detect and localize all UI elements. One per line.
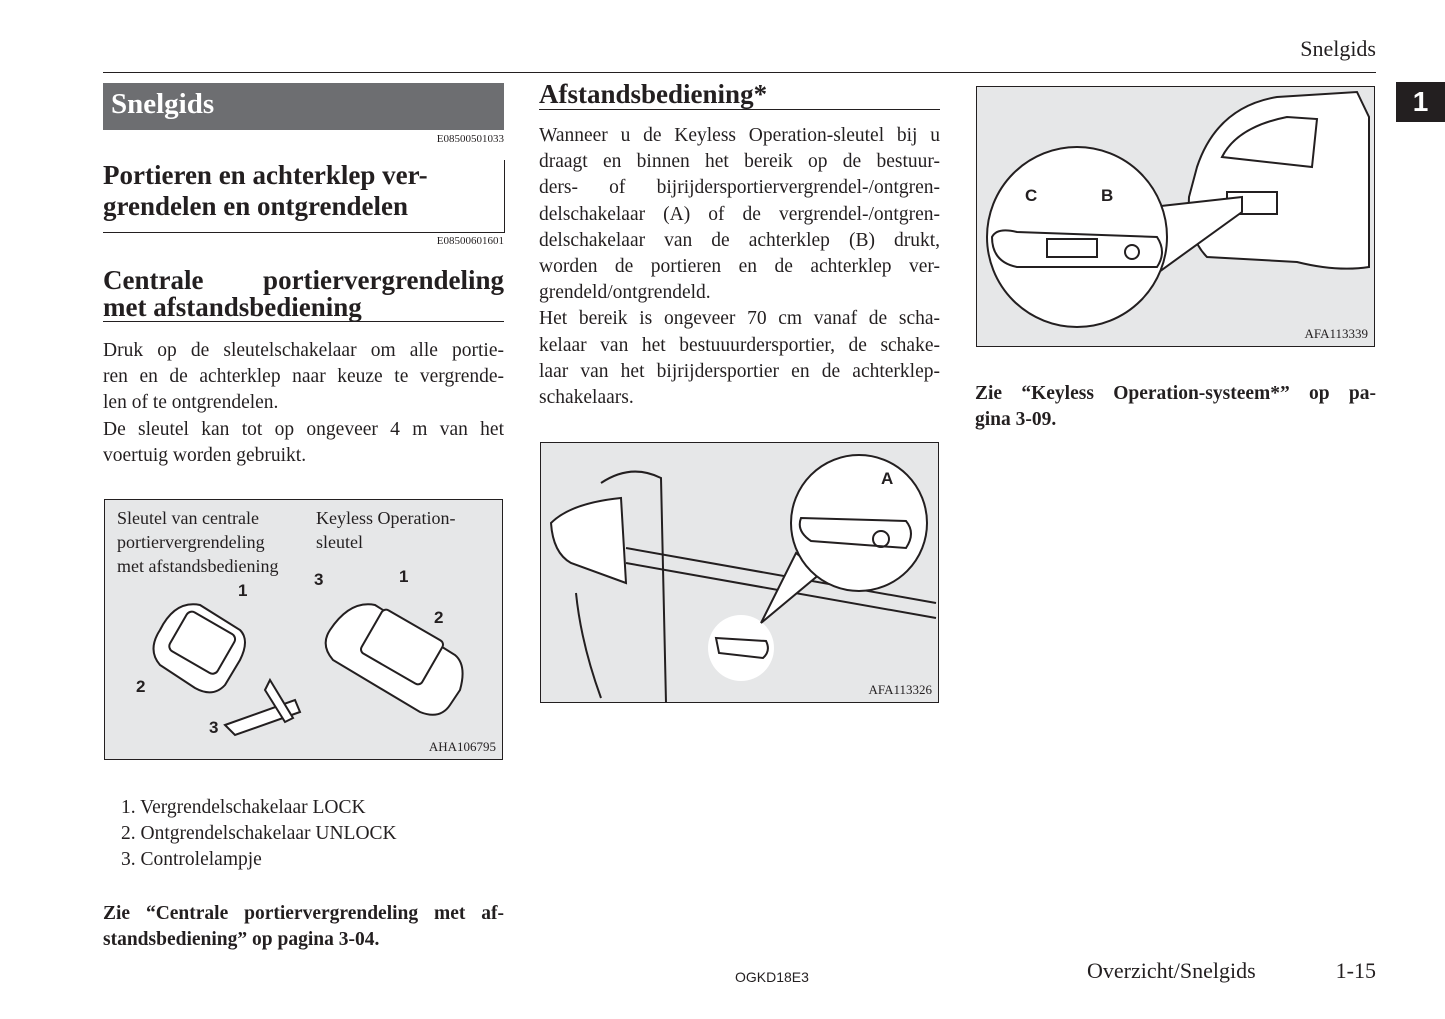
callout-1: 1 — [399, 567, 409, 586]
text-line: delschakelaar (A) of de vergrendel-/ontgren- — [539, 203, 940, 225]
figure-code: AHA106795 — [428, 739, 496, 754]
callout-c: C — [1025, 186, 1038, 205]
figure-door-handle — [540, 442, 939, 703]
figure-tailgate — [976, 86, 1375, 347]
text-line: De sleutel kan tot op ongeveer 4 m van het — [103, 418, 504, 440]
callout-a: A — [881, 469, 894, 488]
text-line: gina 3-09. — [975, 409, 1057, 431]
heading-doors — [103, 160, 505, 233]
reference-link[interactable] — [103, 901, 504, 953]
section-code: E08500501033 — [436, 133, 504, 145]
list-item: 3. Controlelampje — [121, 849, 262, 871]
callout-b: B — [1101, 186, 1114, 205]
text-line: kelaar van het bestuuurdersportier, de schake- — [539, 334, 940, 356]
heading-line: Portieren en achterklep ver- — [103, 160, 428, 190]
list-item: 2. Ontgrendelschakelaar UNLOCK — [121, 823, 397, 845]
paragraph-remote — [539, 123, 940, 411]
callout-2: 2 — [136, 677, 146, 696]
callout-3: 3 — [314, 570, 324, 589]
keys-illustration — [105, 500, 504, 761]
legend-list — [121, 795, 397, 874]
figure-code: AFA113339 — [1304, 326, 1368, 341]
heading-line: Centrale portiervergrendeling — [103, 265, 504, 295]
list-item: 1. Vergrendelschakelaar LOCK — [121, 797, 366, 818]
heading-line: met afstandsbediening — [103, 292, 362, 322]
callout-3: 3 — [209, 718, 219, 737]
heading-line: grendelen en ontgrendelen — [103, 191, 409, 221]
text-line: Druk op de sleutelschakelaar om alle portie- — [103, 340, 504, 361]
text-line: Wanneer u de Keyless Operation-sleutel bij u — [539, 125, 940, 146]
running-header: Snelgids — [1300, 36, 1376, 61]
text-line: Zie “Keyless Operation-systeem*” op pa- — [975, 383, 1376, 404]
footer-section: Overzicht/Snelgids — [1087, 958, 1256, 983]
text-line: voertuig worden gebruikt. — [103, 444, 307, 466]
text-line: ders- of bijrijdersportiervergrendel-/ontgren- — [539, 177, 940, 199]
caption-keyless-key: Keyless Operation- sleutel — [316, 508, 456, 552]
tailgate-illustration — [977, 87, 1376, 348]
callout-1: 1 — [238, 581, 248, 600]
text-line: worden de portieren en de achterklep ver- — [539, 256, 940, 278]
text-line: len of te ontgrendelen. — [103, 392, 279, 414]
heading-central-locking — [103, 267, 504, 322]
section-code: E08500601601 — [436, 235, 504, 247]
header-rule — [103, 72, 1376, 73]
section-banner: Snelgids — [103, 83, 504, 130]
chapter-tab: 1 — [1396, 82, 1445, 122]
text-line: draagt en binnen het bereik op de bestuur- — [539, 151, 940, 173]
reference-link[interactable] — [975, 381, 1376, 433]
page-number: 1-15 — [1335, 958, 1376, 983]
doc-code: OGKD18E3 — [735, 969, 809, 985]
text-line: Zie “Centrale portiervergrendeling met af- — [103, 903, 504, 924]
paragraph-central-locking — [103, 338, 504, 469]
text-line: laar van het bijrijdersportier en de achterklep- — [539, 360, 940, 382]
figure-keys — [104, 499, 503, 760]
text-line: ren en de achterklep naar keuze te vergrende- — [103, 366, 504, 388]
callout-2: 2 — [434, 608, 444, 627]
caption-remote-key: Sleutel van centrale portiervergrendeling met afstandsbediening — [117, 508, 279, 576]
text-line: delschakelaar van de achterklep (B) drukt, — [539, 229, 940, 251]
text-line: Het bereik is ongeveer 70 cm vanaf de scha- — [539, 308, 940, 330]
text-line: grendeld/ontgrendeld. — [539, 282, 711, 304]
figure-code: AFA113326 — [868, 682, 932, 697]
heading-remote: Afstandsbediening* — [539, 79, 940, 110]
text-line: schakelaars. — [539, 387, 634, 409]
text-line: standsbediening” op pagina 3-04. — [103, 929, 380, 951]
